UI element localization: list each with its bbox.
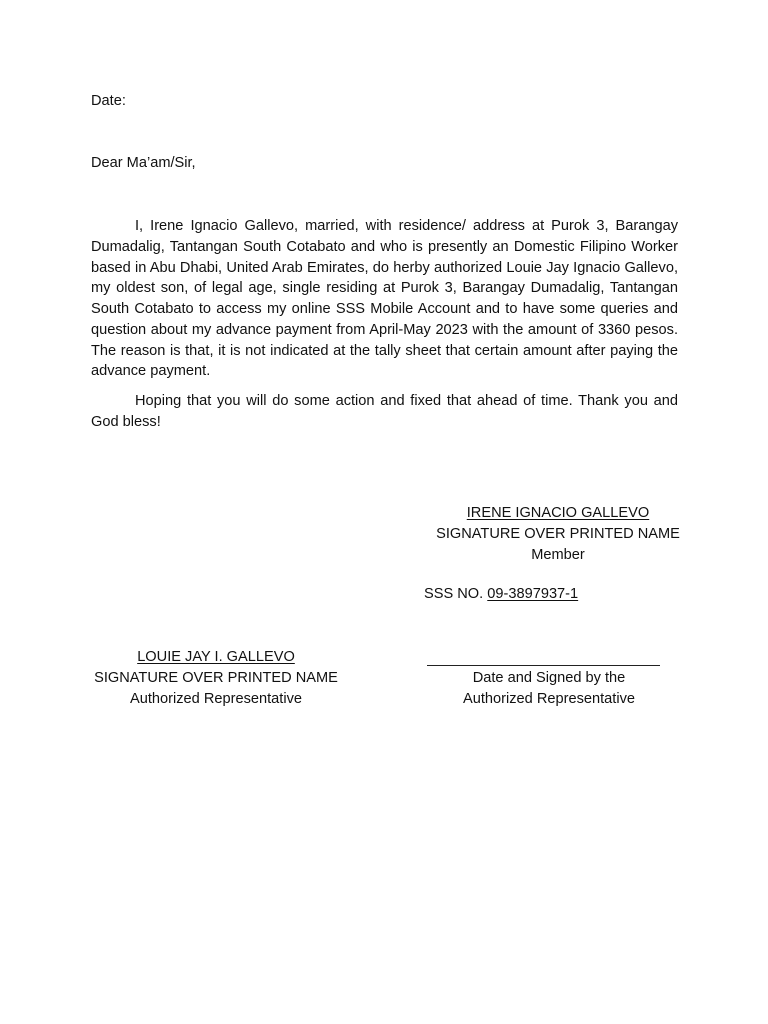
date-signed-line-1: Date and Signed by the	[472, 670, 626, 686]
date-signed-block	[418, 668, 680, 710]
sss-number-line	[424, 586, 578, 602]
member-printed-name: IRENE IGNACIO GALLEVO	[466, 505, 650, 521]
salutation: Dear Ma’am/Sir,	[91, 155, 196, 171]
representative-printed-name: LOUIE JAY I. GALLEVO	[137, 649, 295, 665]
date-signature-line	[427, 665, 660, 666]
date-label: Date:	[91, 93, 126, 109]
member-signature-block	[418, 503, 698, 565]
representative-signature-block	[76, 647, 356, 709]
body-paragraph-1: I, Irene Ignacio Gallevo, married, with residence/ address at Purok 3, Barangay Dumadalig, Tantangan South Cotabato and who is presently an Domestic Filipino Worker based in Abu Dhabi, United Arab Emirates, do herby authorized Louie Jay Ignacio Gallevo, my oldest son, of legal age, single residing at Purok 3, Barangay Dumadalig, Tantangan South Cotabato to access my online SSS Mobile Account and to have some queries and question about my advance payment from April-May 2023 with the amount of 3360 pesos. The reason is that, it is not indicated at the tally sheet that certain amount after paying the advance payment.	[91, 218, 678, 380]
member-role: Member	[531, 546, 585, 563]
member-signature-caption: SIGNATURE OVER PRINTED NAME	[436, 525, 680, 542]
sss-label: SSS NO.	[424, 586, 488, 602]
representative-signature-caption: SIGNATURE OVER PRINTED NAME	[94, 669, 338, 686]
body-paragraph-2: Hoping that you will do some action and fixed that ahead of time. Thank you and God bless!	[91, 393, 678, 430]
date-signed-line-2: Authorized Representative	[463, 690, 635, 707]
representative-role: Authorized Representative	[130, 690, 302, 707]
sss-number: 09-3897937-1	[487, 586, 579, 602]
